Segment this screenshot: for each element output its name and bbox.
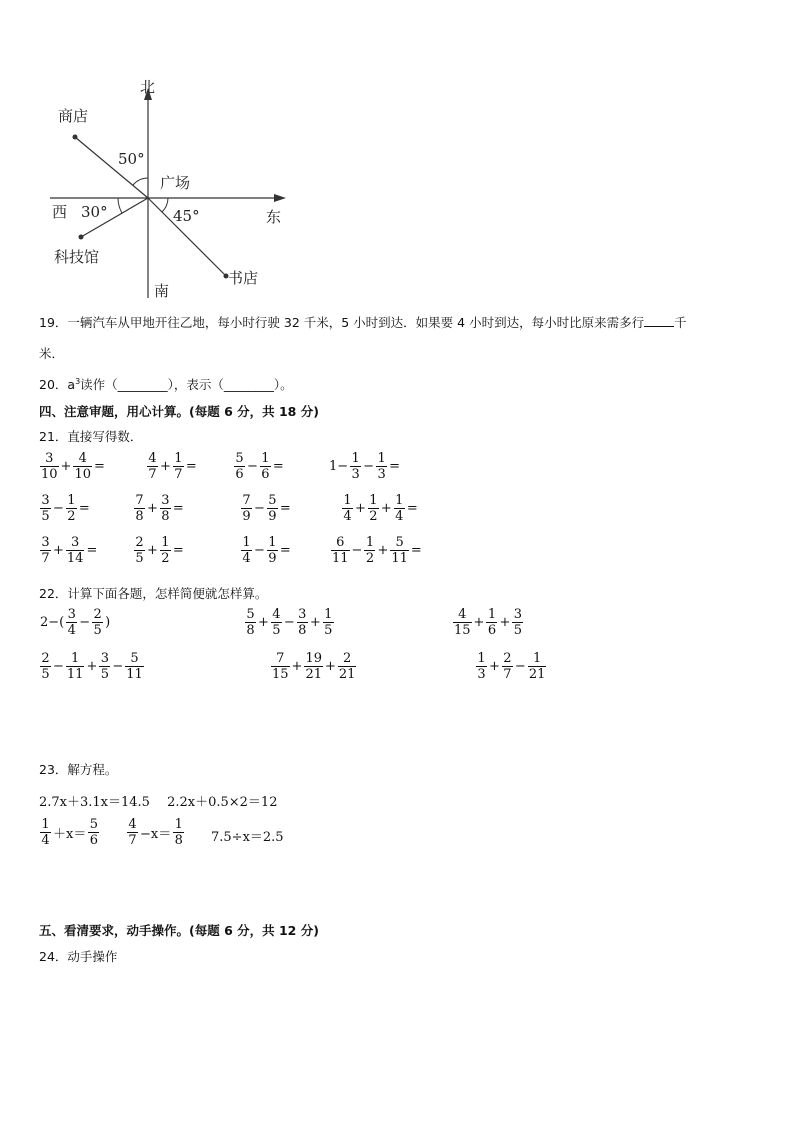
numerator: 1: [532, 651, 542, 666]
q21-item: [39, 494, 91, 523]
numerator: 5: [395, 535, 404, 550]
denominator: 3: [351, 467, 360, 482]
math-operator: =: [172, 543, 184, 558]
math-operator: +: [380, 501, 392, 516]
shop-point: [73, 135, 78, 140]
numerator: 2: [41, 651, 50, 666]
numerator: 1: [242, 535, 251, 550]
numerator: 1: [395, 493, 404, 508]
q20-exponent: 3: [75, 376, 81, 386]
south-label: 南: [154, 282, 170, 300]
fraction: [512, 608, 523, 637]
numerator: 2: [343, 651, 352, 666]
numerator: 1: [174, 451, 183, 466]
q24-title: 24．动手操作: [39, 949, 118, 964]
numerator: 2: [93, 607, 102, 622]
numerator: 3: [100, 651, 109, 666]
math-operator: =: [279, 543, 291, 558]
math-operator: =: [410, 543, 422, 558]
fraction: [331, 536, 350, 565]
numerator: 7: [276, 651, 285, 666]
math-operator: +: [86, 659, 98, 674]
numerator: 1: [71, 651, 80, 666]
math-operator: +: [499, 615, 511, 630]
denominator: 4: [343, 509, 352, 524]
fraction: [271, 652, 290, 681]
denominator: 8: [135, 509, 144, 524]
q21-item: [133, 536, 185, 565]
q19-answer-blank[interactable]: [644, 316, 674, 327]
denominator: 2: [369, 509, 378, 524]
fraction: [267, 536, 278, 565]
denominator: 8: [161, 509, 170, 524]
q21-item: [233, 452, 285, 481]
fraction: [147, 452, 158, 481]
math-operator: ＋x＝: [53, 827, 87, 842]
denominator: 5: [41, 667, 50, 682]
q22-item: [244, 608, 335, 637]
math-operator: +: [147, 501, 158, 516]
fraction: [241, 494, 252, 523]
math-operator: −: [283, 615, 295, 630]
q22-item: [270, 652, 357, 681]
q21-item: [330, 536, 423, 565]
numerator: 1: [41, 817, 50, 832]
math-operator: +: [160, 459, 171, 474]
numerator: 2: [135, 535, 144, 550]
math-operator: −: [254, 543, 265, 558]
q23-title: 23．解方程。: [39, 762, 118, 777]
numerator: 1: [174, 817, 183, 832]
numerator: 1: [261, 451, 270, 466]
fraction: [260, 452, 271, 481]
numerator: 4: [458, 607, 467, 622]
math-operator: +: [147, 543, 158, 558]
numerator: 5: [235, 451, 244, 466]
fraction: [66, 536, 85, 565]
section-4-heading: 四、注意审题，用心计算。(每题 6 分，共 18 分): [39, 404, 319, 419]
math-operator: +: [60, 459, 72, 474]
museum-point: [79, 235, 84, 240]
q22-item: [39, 652, 145, 681]
q23-equation: [210, 826, 285, 845]
math-operator: 1−: [329, 459, 349, 474]
numerator: 1: [161, 535, 170, 550]
math-operator: −: [112, 659, 124, 674]
denominator: 7: [503, 667, 512, 682]
numerator: 4: [148, 451, 157, 466]
denominator: 7: [41, 551, 50, 566]
numerator: 3: [298, 607, 307, 622]
numerator: 4: [78, 451, 87, 466]
numerator: 1: [487, 607, 497, 622]
denominator: 11: [66, 667, 84, 682]
fraction: [390, 536, 409, 565]
numerator: 3: [41, 493, 50, 508]
numerator: 2: [503, 651, 512, 666]
denominator: 11: [332, 551, 349, 566]
fraction: [173, 818, 184, 847]
denominator: 6: [235, 467, 244, 482]
denominator: 2: [161, 551, 170, 566]
numerator: 1: [351, 451, 360, 466]
math-operator: +: [291, 659, 303, 674]
q21-title: 21．直接写得数．: [39, 429, 143, 444]
fraction: [40, 818, 51, 847]
direction-diagram: [40, 70, 300, 310]
numerator: 3: [67, 607, 76, 622]
denominator: 21: [305, 667, 322, 682]
fraction: [173, 452, 184, 481]
angle-30-label: 30°: [81, 203, 108, 221]
fraction: [134, 536, 145, 565]
numerator: 3: [161, 493, 170, 508]
fraction: [364, 536, 375, 565]
q21-item: [240, 536, 292, 565]
question-20: [39, 375, 293, 393]
math-operator: +: [325, 659, 336, 674]
numerator: 5: [130, 651, 139, 666]
q19-continuation: 米．: [39, 346, 65, 361]
fraction: [241, 536, 252, 565]
fraction: [66, 608, 77, 637]
fraction: [338, 652, 357, 681]
section-5-heading: 五、看清要求，动手操作。(每题 6 分，共 12 分): [39, 923, 319, 938]
east-arrow: [274, 194, 286, 202]
math-operator: =: [185, 459, 197, 474]
math-operator: +: [473, 615, 485, 630]
q23-equations-row1: 2.7x＋3.1x＝14.5 2.2x＋0.5×2＝12: [39, 795, 278, 810]
q20-prefix: 20．a: [39, 377, 76, 392]
denominator: 7: [148, 467, 157, 482]
q21-item: [341, 494, 419, 523]
denominator: 2: [365, 551, 375, 566]
math-operator: −: [79, 615, 91, 630]
fraction: [304, 652, 323, 681]
math-operator: −: [254, 501, 265, 516]
numerator: 5: [268, 493, 277, 508]
denominator: 10: [74, 467, 91, 482]
denominator: 5: [513, 623, 522, 638]
q22-item: [475, 652, 547, 681]
denominator: 11: [126, 667, 143, 682]
shop-label: 商店: [58, 107, 89, 125]
numerator: 3: [513, 607, 522, 622]
fraction: [134, 494, 145, 523]
fraction: [234, 452, 245, 481]
denominator: 7: [128, 833, 137, 848]
fraction: [342, 494, 353, 523]
math-operator: −: [53, 659, 64, 674]
denominator: 5: [100, 667, 109, 682]
denominator: 6: [261, 467, 270, 482]
fraction: [40, 452, 59, 481]
denominator: 4: [41, 833, 50, 848]
fraction: [453, 608, 472, 637]
q21-item: [133, 494, 185, 523]
fraction: [73, 452, 92, 481]
fraction: [66, 494, 77, 523]
fraction: [245, 608, 256, 637]
math-operator: +: [309, 615, 321, 630]
math-operator: =: [406, 501, 418, 516]
q21-item: [328, 452, 401, 481]
fraction: [267, 494, 278, 523]
denominator: 7: [174, 467, 183, 482]
east-label: 东: [266, 208, 282, 226]
math-operator: −: [247, 459, 258, 474]
fraction: [486, 608, 497, 637]
numerator: 4: [272, 607, 281, 622]
fraction: [66, 652, 85, 681]
q21-item: [240, 494, 292, 523]
fraction: [271, 608, 282, 637]
denominator: 6: [487, 623, 497, 638]
fraction: [350, 452, 361, 481]
fraction: [528, 652, 547, 681]
numerator: 1: [67, 493, 76, 508]
math-operator: −: [53, 501, 64, 516]
arc-45: [162, 198, 168, 212]
question-19: [39, 313, 687, 331]
denominator: 8: [174, 833, 183, 848]
numerator: 1: [377, 451, 386, 466]
q22-item: [39, 608, 111, 637]
denominator: 4: [395, 509, 404, 524]
q23-equation: [126, 818, 185, 847]
math-operator: =: [272, 459, 284, 474]
denominator: 5: [135, 551, 144, 566]
math-operator: =: [279, 501, 291, 516]
fraction: [40, 494, 51, 523]
math-operator: +: [355, 501, 366, 516]
fraction: [40, 652, 51, 681]
west-label: 西: [52, 203, 68, 221]
math-operator: +: [258, 615, 269, 630]
numerator: 3: [71, 535, 80, 550]
numerator: 1: [369, 493, 378, 508]
numerator: 1: [343, 493, 352, 508]
q22-item: [452, 608, 524, 637]
denominator: 2: [67, 509, 76, 524]
museum-label: 科技馆: [54, 248, 100, 266]
numerator: 1: [477, 651, 486, 666]
q21-item: [146, 452, 198, 481]
denominator: 10: [41, 467, 58, 482]
denominator: 8: [246, 623, 255, 638]
denominator: 8: [298, 623, 307, 638]
numerator: 3: [41, 535, 50, 550]
numerator: 1: [365, 535, 375, 550]
denominator: 9: [242, 509, 251, 524]
arc-30: [118, 198, 122, 213]
q20-text: 读作（________），表示（________）。: [80, 377, 293, 392]
fraction: [99, 652, 110, 681]
q21-item: [39, 536, 98, 565]
fraction: [92, 608, 103, 637]
numerator: 1: [268, 535, 277, 550]
north-label: 北: [140, 78, 156, 96]
denominator: 9: [268, 551, 277, 566]
denominator: 4: [242, 551, 251, 566]
denominator: 14: [66, 551, 84, 566]
bookstore-label: 书店: [228, 269, 259, 287]
denominator: 5: [324, 623, 333, 638]
math-operator: =: [78, 501, 90, 516]
fraction: [323, 608, 334, 637]
arc-50: [133, 178, 148, 185]
q22-title: 22．计算下面各题，怎样简便就怎样算。: [39, 586, 268, 601]
denominator: 5: [41, 509, 50, 524]
denominator: 21: [338, 667, 356, 682]
angle-45-label: 45°: [173, 207, 200, 225]
denominator: 3: [477, 667, 486, 682]
fraction: [88, 818, 99, 847]
math-operator: −: [363, 459, 375, 474]
denominator: 6: [89, 833, 98, 848]
fraction: [160, 536, 171, 565]
fraction: [368, 494, 379, 523]
center-label: 广场: [160, 174, 191, 192]
denominator: 11: [391, 551, 408, 566]
denominator: 3: [377, 467, 386, 482]
math-operator: +: [377, 543, 389, 558]
denominator: 4: [67, 623, 76, 638]
q23-equation: [39, 818, 100, 847]
numerator: 7: [242, 493, 251, 508]
q19-text: 19．一辆汽车从甲地开往乙地，每小时行驶 32 千米，5 小时到达．如果要 4 小时到达，每小时比原来需多行: [39, 315, 645, 330]
math-operator: −: [514, 659, 526, 674]
q21-item: [39, 452, 106, 481]
denominator: 21: [528, 667, 546, 682]
math-operator: 2−(: [40, 615, 65, 630]
fraction: [376, 452, 387, 481]
math-operator: −x＝: [140, 827, 172, 842]
math-operator: +: [489, 659, 500, 674]
math-operator: =: [86, 543, 98, 558]
fraction: [297, 608, 308, 637]
math-operator: ): [105, 615, 111, 630]
fraction: [476, 652, 487, 681]
math-operator: −: [351, 543, 363, 558]
denominator: 5: [272, 623, 281, 638]
fraction: [125, 652, 144, 681]
fraction: [40, 536, 51, 565]
denominator: 9: [268, 509, 277, 524]
math-operator: +: [53, 543, 64, 558]
numerator: 3: [45, 451, 54, 466]
math-operator: =: [172, 501, 184, 516]
math-operator: =: [94, 459, 105, 474]
numerator: 4: [128, 817, 137, 832]
math-operator: 7.5÷x＝2.5: [211, 830, 284, 845]
numerator: 19: [305, 651, 322, 666]
denominator: 5: [93, 623, 102, 638]
numerator: 6: [336, 535, 345, 550]
angle-50-label: 50°: [118, 150, 145, 168]
fraction: [502, 652, 513, 681]
numerator: 5: [89, 817, 98, 832]
math-operator: =: [389, 459, 400, 474]
fraction: [160, 494, 171, 523]
denominator: 15: [454, 623, 471, 638]
fraction: [394, 494, 405, 523]
fraction: [127, 818, 138, 847]
numerator: 7: [135, 493, 144, 508]
numerator: 1: [324, 607, 333, 622]
q19-unit-a: 千: [674, 315, 687, 330]
denominator: 15: [272, 667, 289, 682]
numerator: 5: [246, 607, 255, 622]
